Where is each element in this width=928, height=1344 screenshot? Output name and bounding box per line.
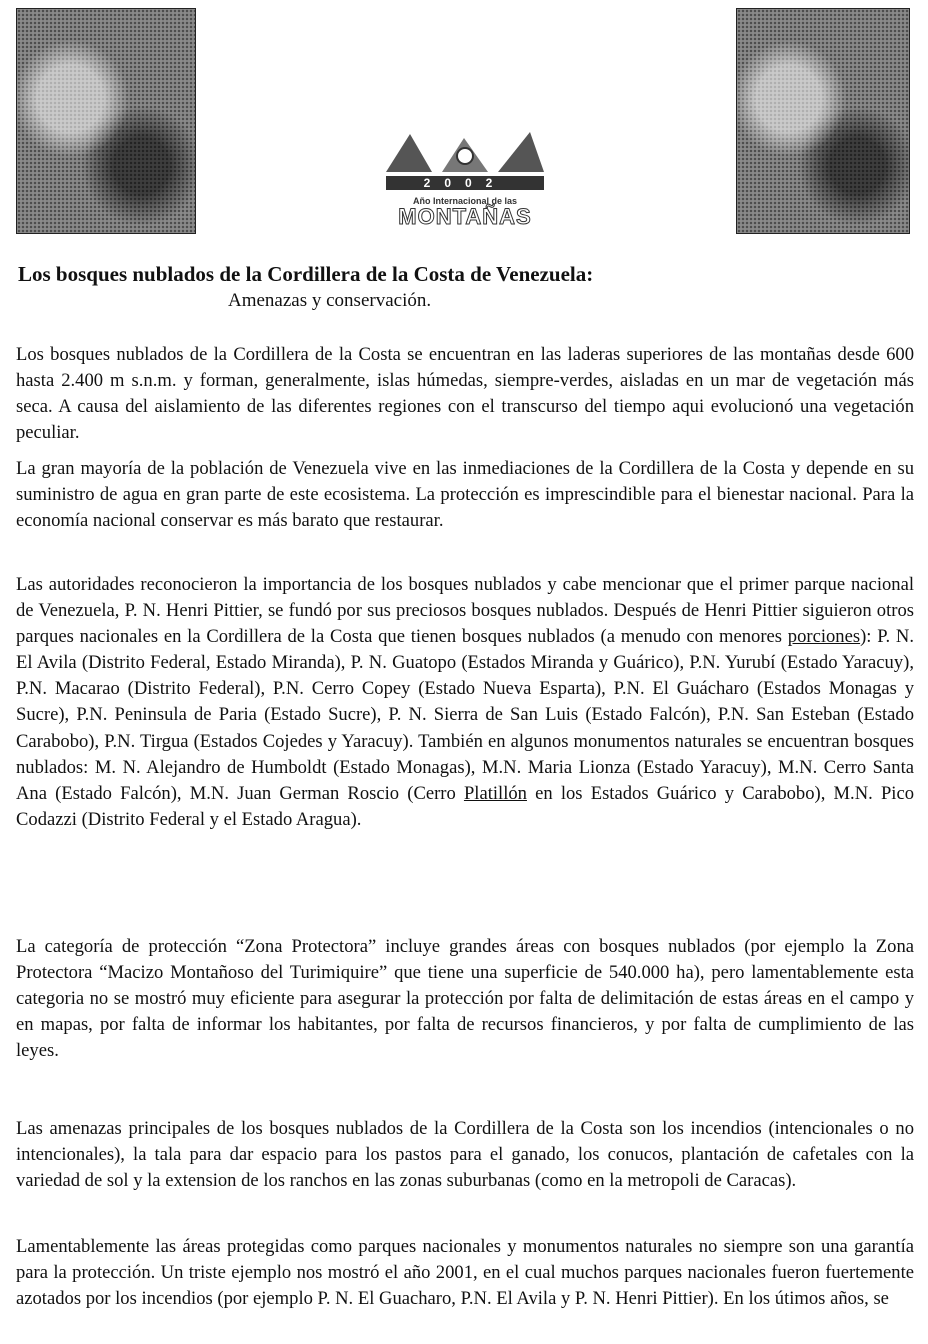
paragraph-2: La gran mayoría de la población de Venezuela vive en las inmediaciones de la Cordillera de la Costa y depende en su suministro de agua en gran parte de este ecosistema. La protección es imprescindible para el bienestar nacional. Para la economía nacional conservar es más barato que restaurar. bbox=[16, 458, 914, 532]
logo-caption-small: Año Internacional de las bbox=[412, 196, 518, 206]
forest-photo-left bbox=[16, 8, 196, 234]
logo-caption-big: MONTAÑAS bbox=[398, 204, 532, 229]
forest-photo-right bbox=[736, 8, 910, 234]
paragraph-5: Las amenazas principales de los bosques nublados de la Cordillera de la Costa son los incendios (intencionales o no intencionales), la tala para dar espacio para los pastos para el ganado, los conucos, plantación de cafetales con la variedad de sol y la extension de los ranchos en las zonas suburbanas (como en la metropoli de Caracas). bbox=[16, 1118, 914, 1192]
logo-mountain-1 bbox=[386, 134, 432, 172]
logo-sun bbox=[457, 148, 473, 164]
document-title: Los bosques nublados de la Cordillera de la Costa de Venezuela: bbox=[18, 262, 594, 286]
paragraph-6: Lamentablemente las áreas protegidas como parques nacionales y monumentos naturales no siempre son una garantía para la protección. Un triste ejemplo nos mostró el año 2001, en el cual muchos parques nacionales fueron fuertemente azotados por los incendios (por ejemplo P. N. El Guacharo, P.N. El Avila y P. N. Henri Pittier). En los útimos años, se bbox=[16, 1236, 914, 1310]
logo-caption bbox=[384, 196, 546, 228]
logo-mountain-3 bbox=[498, 132, 544, 172]
paragraph-3-part-c: en los Estados Guárico y Carabobo), M.N. Pico Codazzi (Distrito Federal y el Estado Aragua). bbox=[16, 782, 914, 830]
logo-year: 2002 bbox=[423, 176, 507, 190]
underlined-word-platillon: Platillón bbox=[463, 782, 527, 804]
paragraph-3-part-b: ): P. N. El Avila (Distrito Federal, Estado Miranda), P. N. Guatopo (Estados Miranda y Guárico), P.N. Yurubí (Estado Yaracuy), P.N. Macarao (Distrito Federal), P.N. Cerro Copey (Estado Nueva Esparta), P.N. El Guácharo (Estados Monagas y Sucre), P.N. Peninsula de Paria (Estado Sucre), P. N. Sierra de San Luis (Estado Falcón), P.N. San Esteban (Estado Carabobo), P.N. Tirgua (Estados Cojedes y Yaracuy). También en algunos monumentos naturales se encuentran bosques nublados: M. N. Alejandro de Humboldt (Estado Monagas), M.N. Maria Lionza (Estado Yaracuy), M.N. Cerro Santa Ana (Estado Falcón), M.N. Juan German Roscio (Cerro bbox=[16, 626, 914, 804]
underlined-word-porciones: porciones bbox=[787, 626, 861, 648]
paragraph-3 bbox=[16, 572, 914, 833]
document-subtitle: Amenazas y conservación. bbox=[228, 290, 432, 311]
paragraph-4: La categoría de protección “Zona Protectora” incluye grandes áreas con bosques nublados (por ejemplo la Zona Protectora “Macizo Montañoso del Turimiquire” que tiene una superficie de 540.000 ha), pero lamentablemente esta categoria no se mostró muy eficiente para asegurar la protección por falta de delimitación de estas áreas en el campo y en mapas, por falta de informar los habitantes, por falta de recursos financieros, y por falta de cumplimiento de las leyes. bbox=[16, 936, 914, 1062]
paragraph-1: Los bosques nublados de la Cordillera de la Costa se encuentran en las laderas superiores de las montañas desde 600 hasta 2.400 m s.n.m. y forman, generalmente, islas húmedas, siempre-verdes, aisladas en un mar de vegetación más seca. A causa del aislamiento de las diferentes regiones con el transcurso del tiempo aqui evolucionó una vegetación peculiar. bbox=[16, 344, 914, 444]
paragraph-3-part-a: Las autoridades reconocieron la importancia de los bosques nublados y cabe mencionar que el primer parque nacional de Venezuela, P. N. Henri Pittier, se fundó por sus preciosos bosques nublados. Después de Henri Pittier siguieron otros parques nacionales en la Cordillera de la Costa que tienen bosques nublados (a menudo con menores bbox=[16, 574, 914, 648]
